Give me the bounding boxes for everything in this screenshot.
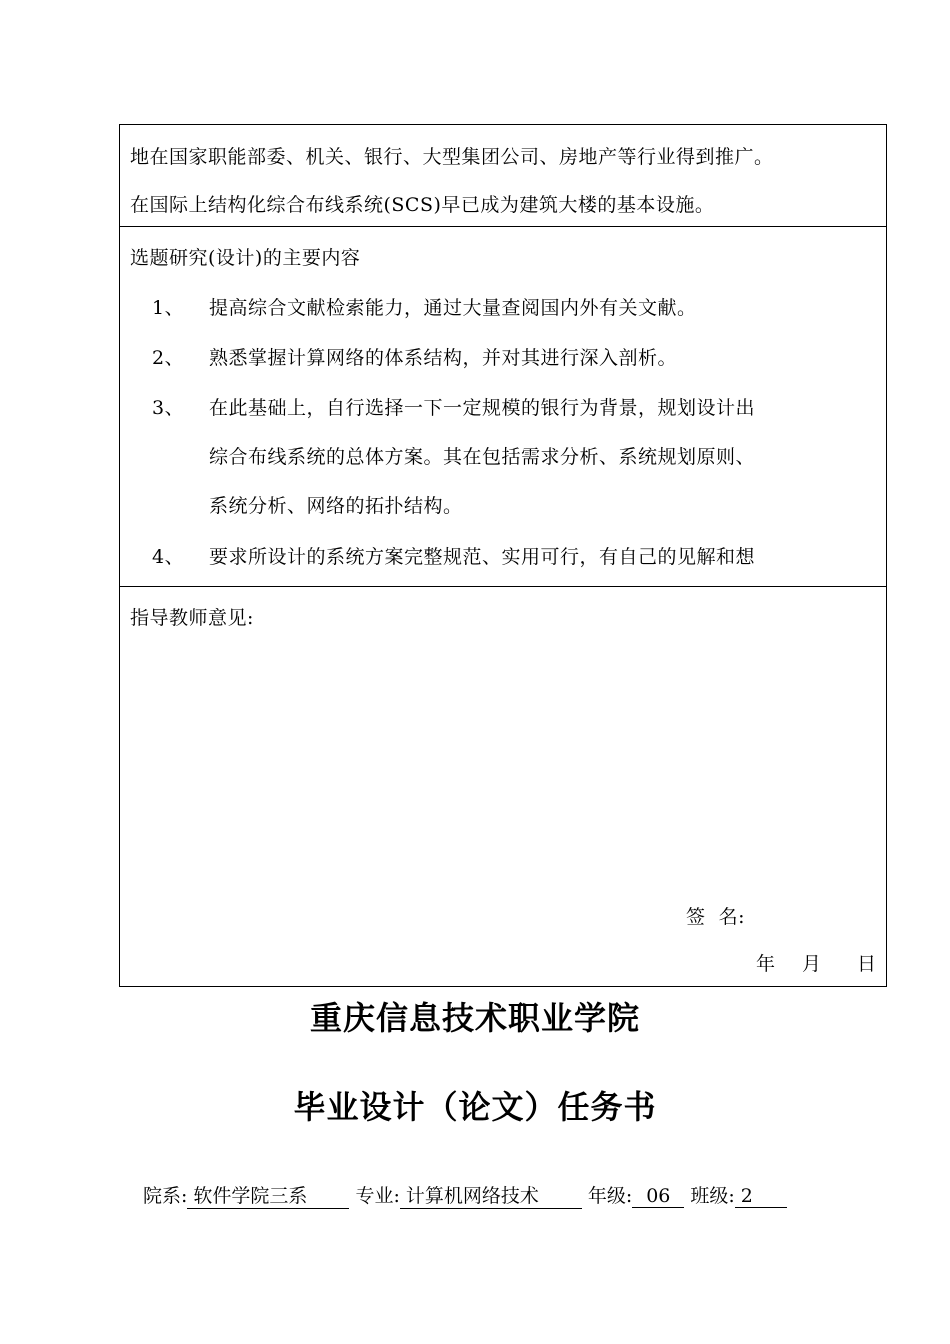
grade-label: 年级:: [587, 1185, 633, 1207]
dept-value: 软件学院三系: [187, 1181, 349, 1209]
date-day-label: 日: [857, 953, 877, 975]
content-section-title: 选题研究(设计)的主要内容: [130, 247, 361, 269]
item-1-number: 1、: [152, 297, 185, 319]
major-value: 计算机网络技术: [400, 1181, 582, 1209]
grade-value: 06: [632, 1185, 684, 1208]
task-form-table: [119, 124, 887, 987]
item-3-text-line-2: 综合布线系统的总体方案。其在包括需求分析、系统规划原则、: [209, 446, 756, 468]
item-2-number: 2、: [152, 347, 185, 369]
item-3-text-line-1: 在此基础上，自行选择一下一定规模的银行为背景，规划设计出: [209, 397, 756, 419]
background-line-1: 地在国家职能部委、机关、银行、大型集团公司、房地产等行业得到推广。: [130, 146, 774, 168]
advisor-opinion-title: 指导教师意见:: [130, 607, 254, 629]
item-4-text: 要求所设计的系统方案完整规范、实用可行，有自己的见解和想: [209, 546, 756, 568]
item-3-number: 3、: [152, 397, 185, 419]
signature-label: 签 名:: [686, 906, 745, 928]
date-month-label: 月: [802, 953, 822, 975]
dept-label: 院系:: [143, 1185, 188, 1207]
student-info-row: [143, 1181, 787, 1209]
advisor-opinion-section: [120, 587, 886, 986]
research-content-section: [120, 227, 886, 587]
item-2-text: 熟悉掌握计算网络的体系结构，并对其进行深入剖析。: [209, 347, 678, 369]
major-label: 专业:: [355, 1185, 400, 1207]
document-title-heading: 毕业设计（论文）任务书: [293, 1088, 657, 1126]
class-value: 2: [735, 1185, 787, 1208]
item-3-text-line-3: 系统分析、网络的拓扑结构。: [209, 495, 463, 517]
school-name-heading: 重庆信息技术职业学院: [309, 999, 640, 1037]
item-1-text: 提高综合文献检索能力，通过大量查阅国内外有关文献。: [209, 297, 697, 319]
date-year-label: 年: [756, 953, 776, 975]
class-label: 班级:: [690, 1185, 735, 1207]
background-section: [120, 125, 886, 227]
background-line-2: 在国际上结构化综合布线系统(SCS)早已成为建筑大楼的基本设施。: [130, 194, 715, 216]
item-4-number: 4、: [152, 546, 185, 568]
